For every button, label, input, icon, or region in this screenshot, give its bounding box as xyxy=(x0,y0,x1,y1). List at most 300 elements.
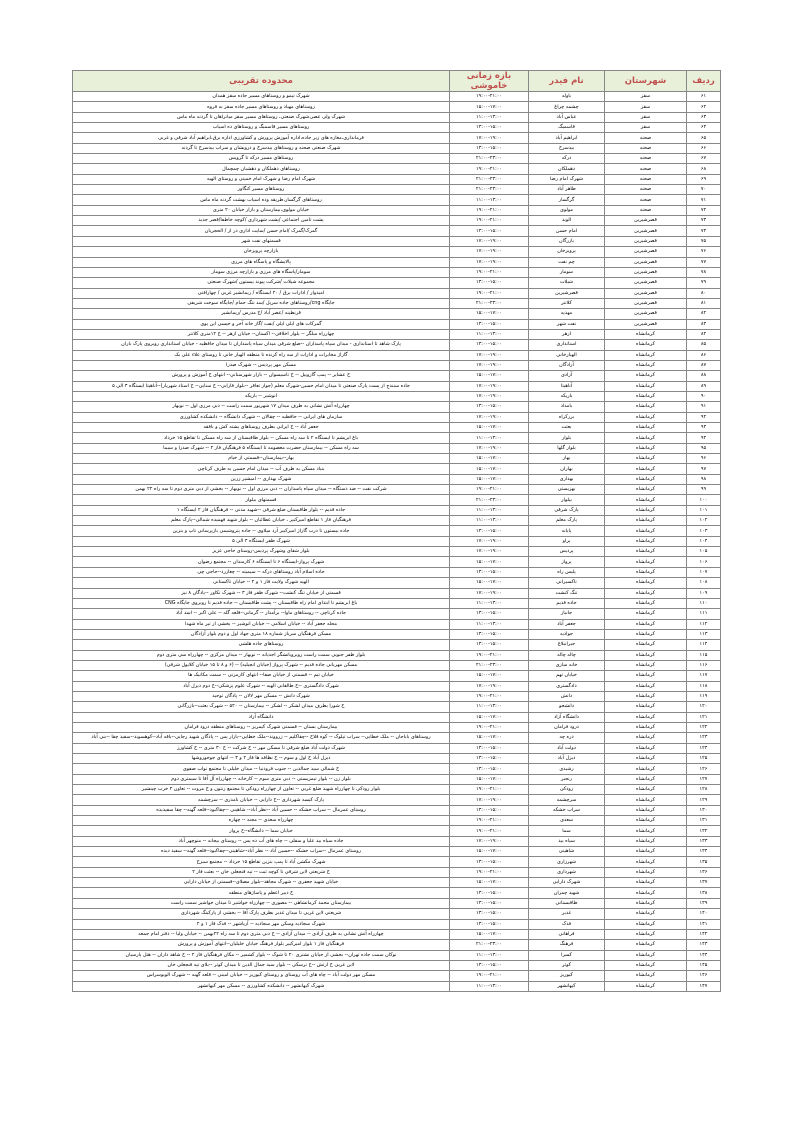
cell-time: ۲۱:۰۰-۲۳:۰۰ xyxy=(450,660,529,670)
cell-city: کرمانشاه xyxy=(605,619,687,629)
table-row xyxy=(73,257,721,267)
cell-area: شهرک کیهانشهر -- دانشکده کشاورزی -- مسکن مهر کیهانشهر xyxy=(73,981,450,991)
cell-feeder: پرویزخان xyxy=(529,247,605,257)
table-row xyxy=(73,878,721,888)
cell-index: ۷۷ xyxy=(687,257,721,267)
cell-index: ۱۰۷ xyxy=(687,567,721,577)
cell-time: ۱۷:۰۰-۱۹:۰۰ xyxy=(450,391,529,401)
cell-feeder: خیابان تهم xyxy=(529,671,605,681)
table-row xyxy=(73,774,721,784)
cell-feeder: جوادیه xyxy=(529,629,605,639)
cell-index: ۱۳۲ xyxy=(687,826,721,836)
cell-index: ۸۶ xyxy=(687,350,721,360)
cell-feeder: برزکراه xyxy=(529,412,605,422)
cell-index: ۱۱۴ xyxy=(687,640,721,650)
cell-area: قسمتی از خیابان تنگ کنشت-- شهرک ظفر فاز ۳ -- شهرک تکاور --پادگان ۸ نیز xyxy=(73,588,450,598)
cell-feeder: رشیدی xyxy=(529,764,605,774)
cell-index: ۱۰۵ xyxy=(687,547,721,557)
cell-index: ۱۳۶ xyxy=(687,867,721,877)
cell-city: کرمانشاه xyxy=(605,847,687,857)
cell-time: ۱۳:۰۰-۱۵:۰۰ xyxy=(450,402,529,412)
cell-feeder: چاله چاله xyxy=(529,650,605,660)
cell-area: بلوار زن -- بلوار تیمزیستی -- دبی متری سوم -- کارخانه -- چهارراه آل آقا تا سیمتری دوم xyxy=(73,774,450,784)
cell-feeder: بیدسرخ xyxy=(529,143,605,153)
table-row xyxy=(73,743,721,753)
cell-area: خ دبیر اعظم و پاساژهای منطقه xyxy=(73,888,450,898)
cell-city: کرمانشاه xyxy=(605,671,687,681)
cell-feeder: بهار xyxy=(529,454,605,464)
cell-city: صحنه xyxy=(605,133,687,143)
cell-index: ۱۱۸ xyxy=(687,681,721,691)
cell-time: ۱۹:۰۰-۲۱:۰۰ xyxy=(450,785,529,795)
cell-area: شهرک پرواز-ایستگاه ۶ تا ایستگاه ۶ کارمندان -- مجتمع رضوان xyxy=(73,557,450,567)
cell-index: ۷۳ xyxy=(687,216,721,226)
table-body xyxy=(73,92,721,992)
cell-area: شرکت نفت -- ضد دستگاه -- میدان سپاه پاسداران -- دبی مرزی اول -- نوبهار -- بخشی از دبی متری دوم تا سه راه ۲۲ بهمن xyxy=(73,485,450,495)
cell-city: کرمانشاه xyxy=(605,391,687,401)
cell-area: فرهنگیان فاز ۱ بلوار امیرکبیر بلوار فرهنگ خیابان خلیلیان--انتهای آموزش و پرورش xyxy=(73,940,450,950)
cell-index: ۶۷ xyxy=(687,154,721,164)
table-row xyxy=(73,371,721,381)
cell-index: ۶۱ xyxy=(687,92,721,102)
table-row xyxy=(73,164,721,174)
table-row xyxy=(73,309,721,319)
cell-index: ۹۸ xyxy=(687,474,721,484)
cell-time: ۱۷:۰۰-۱۹:۰۰ xyxy=(450,588,529,598)
table-row xyxy=(73,154,721,164)
cell-city: قصرشیرین xyxy=(605,288,687,298)
cell-index: ۱۳۷ xyxy=(687,878,721,888)
cell-time: ۱۱:۰۰-۱۳:۰۰ xyxy=(450,433,529,443)
table-row xyxy=(73,671,721,681)
cell-city: کرمانشاه xyxy=(605,681,687,691)
cell-area: شریعتی لاین غربی تا میدان غدیر بطرف پارک آقا -- بخشی از پارکینگ شهرداری xyxy=(73,909,450,919)
cell-feeder: سراب خشکه xyxy=(529,805,605,815)
cell-city: کرمانشاه xyxy=(605,464,687,474)
cell-city: کرمانشاه xyxy=(605,960,687,970)
cell-feeder: بلوار گلها xyxy=(529,443,605,453)
table-row xyxy=(73,329,721,339)
table-row xyxy=(73,216,721,226)
cell-area: جاده کرناچی -- روستاهای ماوا-- برآمدار -- گرمانی--قلعه گله -- علی اکبر -- اسد آباد xyxy=(73,609,450,619)
cell-area: بیمارستان محمد کرمانشاهی -- مصوری -- چهارراه خواشیر تا میدان خواشیر سمت راست xyxy=(73,898,450,908)
cell-city: کرمانشاه xyxy=(605,371,687,381)
cell-city: کرمانشاه xyxy=(605,971,687,981)
cell-index: ۷۱ xyxy=(687,195,721,205)
table-row xyxy=(73,919,721,929)
table-row xyxy=(73,888,721,898)
cell-area: محله جعفر آباد -- خیابان اسلامی -- خیابان انوشیر -- بخشی از تیر ماه شهدا xyxy=(73,619,450,629)
cell-feeder: کیهانشهر xyxy=(529,981,605,991)
cell-index: ۹۴ xyxy=(687,433,721,443)
cell-area: چهارراه سعدی -- مجنه -- چهاره xyxy=(73,816,450,826)
cell-index: ۱۱۳ xyxy=(687,629,721,639)
cell-feeder: مولوی xyxy=(529,205,605,215)
cell-city: کرمانشاه xyxy=(605,816,687,826)
table-row xyxy=(73,247,721,257)
cell-time: ۱۳:۰۰-۱۵:۰۰ xyxy=(450,226,529,236)
table-row xyxy=(73,298,721,308)
cell-city: کرمانشاه xyxy=(605,433,687,443)
cell-city: کرمانشاه xyxy=(605,526,687,536)
cell-city: قصرشیرین xyxy=(605,257,687,267)
cell-area: شهرک صنعتی صحنه و روستاهای بیدسرخ و درویشان و سراب بیدسرخ تا گردنه xyxy=(73,143,450,153)
cell-time: ۱۵:۰۰-۱۷:۰۰ xyxy=(450,774,529,784)
cell-time: ۱۳:۰۰-۱۵:۰۰ xyxy=(450,143,529,153)
cell-city: کرمانشاه xyxy=(605,609,687,619)
cell-index: ۷۸ xyxy=(687,267,721,277)
cell-city: کرمانشاه xyxy=(605,950,687,960)
table-row xyxy=(73,402,721,412)
cell-area: پالایشگاه و پاسگاه های مرزی xyxy=(73,257,450,267)
cell-area: شهرک بهداری -- امیشیر زرین xyxy=(73,474,450,484)
table-row xyxy=(73,226,721,236)
cell-index: ۱۲۱ xyxy=(687,712,721,722)
cell-city: کرمانشاه xyxy=(605,629,687,639)
cell-feeder: جعفر آباد xyxy=(529,619,605,629)
cell-area: گمرک/گمرک /امام حسن /سایت اداری در از / الحجریان xyxy=(73,226,450,236)
cell-time: ۱۷:۰۰-۱۹:۰۰ xyxy=(450,547,529,557)
cell-area: بهار--بیمارستان--قسمتی از خیام xyxy=(73,454,450,464)
cell-city: کرمانشاه xyxy=(605,826,687,836)
cell-city: کرمانشاه xyxy=(605,743,687,753)
table-row xyxy=(73,195,721,205)
cell-feeder: کسرا xyxy=(529,950,605,960)
cell-area: شهرک دانش -- مسکن مهر لالان -- پادگان توحید xyxy=(73,691,450,701)
cell-time: ۱۱:۰۰-۱۳:۰۰ xyxy=(450,505,529,515)
table-row xyxy=(73,722,721,732)
cell-city: صحنه xyxy=(605,185,687,195)
cell-index: ۱۲۷ xyxy=(687,774,721,784)
cell-feeder: بهاران xyxy=(529,464,605,474)
cell-feeder: پارک معلم xyxy=(529,516,605,526)
cell-time: ۱۳:۰۰-۱۵:۰۰ xyxy=(450,123,529,133)
cell-city: کرمانشاه xyxy=(605,567,687,577)
table-row xyxy=(73,733,721,743)
cell-feeder: آزادگان xyxy=(529,360,605,370)
cell-feeder: قاسمبگ xyxy=(529,123,605,133)
cell-index: ۱۳۰ xyxy=(687,805,721,815)
cell-feeder: فراهانی xyxy=(529,929,605,939)
cell-city: کرمانشاه xyxy=(605,785,687,795)
table-row xyxy=(73,785,721,795)
cell-city: صحنه xyxy=(605,174,687,184)
cell-index: ۱۱۲ xyxy=(687,619,721,629)
cell-area: سومار/پاسگاه های مرزی و بازارچه مرزی سومار xyxy=(73,267,450,277)
cell-time: ۱۷:۰۰-۱۹:۰۰ xyxy=(450,133,529,143)
cell-time: ۱۷:۰۰-۱۹:۰۰ xyxy=(450,247,529,257)
cell-area: چهارراه آتش نشانی به طرف میدان ۱۷ شهریور سمت راست -- دبی مرزی اول -- نوبهار xyxy=(73,402,450,412)
cell-area: جعفر آباد -- خ ایرانی بطرف روستاهای پشته کش و بافقه xyxy=(73,423,450,433)
table-row xyxy=(73,391,721,401)
table-row xyxy=(73,588,721,598)
cell-time: ۱۹:۰۰-۲۱:۰۰ xyxy=(450,92,529,102)
cell-city: کرمانشاه xyxy=(605,909,687,919)
header-feeder: نام فیدر xyxy=(529,71,605,92)
cell-area: شهرک سجادیه وسکن مهر سجادیه -- آریاشهر -- فدک فاز ۱ و ۲ xyxy=(73,919,450,929)
cell-time: ۱۵:۰۰-۱۷:۰۰ xyxy=(450,557,529,567)
cell-city: کرمانشاه xyxy=(605,857,687,867)
cell-city: کرمانشاه xyxy=(605,878,687,888)
cell-feeder: پراو xyxy=(529,536,605,546)
cell-index: ۱۴۵ xyxy=(687,960,721,970)
cell-feeder: فرهنگ xyxy=(529,940,605,950)
table-row xyxy=(73,836,721,846)
cell-index: ۱۰۲ xyxy=(687,516,721,526)
table-row xyxy=(73,92,721,102)
cell-area: فرمانداری،مغازه های زیر جاده،اداره آموزش پرورش و کشاورزی اداره برق،ابراهیم آباد شرقی و غربی xyxy=(73,133,450,143)
cell-feeder: خانه سازی xyxy=(529,660,605,670)
cell-city: قصرشیرین xyxy=(605,226,687,236)
cell-time: ۱۹:۰۰-۲۱:۰۰ xyxy=(450,722,529,732)
cell-city: کرمانشاه xyxy=(605,919,687,929)
cell-index: ۱۴۰ xyxy=(687,909,721,919)
cell-time: ۱۵:۰۰-۱۷:۰۰ xyxy=(450,578,529,588)
cell-index: ۹۰ xyxy=(687,391,721,401)
cell-index: ۱۳۸ xyxy=(687,888,721,898)
cell-feeder: گرگسار xyxy=(529,195,605,205)
table-row xyxy=(73,360,721,370)
cell-time: ۱۳:۰۰-۱۵:۰۰ xyxy=(450,960,529,970)
cell-area: روستاهای مسیر درکه تا گرویس xyxy=(73,154,450,164)
cell-city: سقز xyxy=(605,112,687,122)
table-row xyxy=(73,567,721,577)
table-row xyxy=(73,443,721,453)
cell-index: ۸۰ xyxy=(687,288,721,298)
cell-area: پارک کیسه شهرداری --خ دارایی -- خیابان نامدری -- سرچشمه xyxy=(73,795,450,805)
cell-area: سه راه مسکن -- بیمارستان حضرت معصومه تا ایستگاه ۵ فرهنگیان فاز ۲ -- شهرک صدرا و سیما xyxy=(73,443,450,453)
table-row xyxy=(73,795,721,805)
table-row xyxy=(73,536,721,546)
cell-feeder: دادگستری xyxy=(529,681,605,691)
outage-schedule-sheet xyxy=(72,70,720,992)
cell-feeder: دانشگاه آزاد xyxy=(529,712,605,722)
cell-area: لاین غربی خ ارتش --خ نرسکی -- بلوار سید جمال الدین تا میدان کوثر --بلای تپه قنجعلی خان xyxy=(73,960,450,970)
cell-time: ۱۳:۰۰-۱۵:۰۰ xyxy=(450,743,529,753)
cell-index: ۶۸ xyxy=(687,164,721,174)
cell-feeder: کیوریز xyxy=(529,971,605,981)
cell-index: ۹۱ xyxy=(687,402,721,412)
table-row xyxy=(73,691,721,701)
cell-index: ۶۶ xyxy=(687,143,721,153)
table-row xyxy=(73,650,721,660)
cell-feeder: دولت آباد xyxy=(529,743,605,753)
cell-time: ۱۷:۰۰-۱۹:۰۰ xyxy=(450,443,529,453)
cell-city: سقز xyxy=(605,92,687,102)
cell-city: صحنه xyxy=(605,195,687,205)
cell-time: ۱۵:۰۰-۱۷:۰۰ xyxy=(450,929,529,939)
cell-index: ۷۵ xyxy=(687,236,721,246)
cell-city: کرمانشاه xyxy=(605,495,687,505)
cell-area: بلوار شفای وشهرک پردیس-روستای حاجی عزیز xyxy=(73,547,450,557)
table-row xyxy=(73,547,721,557)
table-row xyxy=(73,629,721,639)
cell-city: قصرشیرین xyxy=(605,309,687,319)
cell-time: ۱۵:۰۰-۱۷:۰۰ xyxy=(450,671,529,681)
cell-feeder: جانباز xyxy=(529,609,605,619)
cell-area: شهرک ولی عصر،شهرک صنعتی، روستاهای مسیر سقز میانراهان تا گردنه ماه ماس xyxy=(73,112,450,122)
cell-feeder: پرواز xyxy=(529,557,605,567)
cell-feeder: چم نفت xyxy=(529,257,605,267)
cell-index: ۱۲۹ xyxy=(687,795,721,805)
cell-city: کرمانشاه xyxy=(605,867,687,877)
cell-time: ۱۵:۰۰-۱۷:۰۰ xyxy=(450,371,529,381)
cell-city: کرمانشاه xyxy=(605,557,687,567)
table-row xyxy=(73,205,721,215)
cell-city: کرمانشاه xyxy=(605,940,687,950)
cell-city: کرمانشاه xyxy=(605,423,687,433)
cell-feeder: مهدیه xyxy=(529,309,605,319)
cell-area: مسکن مهر دولت آباد -- چاه های آب روستای و روستای کیوریز -- خیابان امینی -- قلعه گهنه -- شهرک الوبوسراس xyxy=(73,971,450,981)
cell-index: ۱۱۷ xyxy=(687,671,721,681)
cell-index: ۱۱۵ xyxy=(687,650,721,660)
table-row xyxy=(73,464,721,474)
cell-time: ۱۷:۰۰-۱۹:۰۰ xyxy=(450,836,529,846)
cell-time: ۱۹:۰۰-۲۱:۰۰ xyxy=(450,826,529,836)
cell-index: ۱۴۳ xyxy=(687,940,721,950)
cell-city: کرمانشاه xyxy=(605,691,687,701)
table-row xyxy=(73,485,721,495)
cell-time: ۱۳:۰۰-۱۵:۰۰ xyxy=(450,340,529,350)
cell-feeder: قصرشیرین xyxy=(529,288,605,298)
cell-time: ۱۹:۰۰-۲۱:۰۰ xyxy=(450,205,529,215)
cell-index: ۱۳۵ xyxy=(687,857,721,867)
cell-feeder: بلوار xyxy=(529,433,605,443)
cell-feeder: دهملکان xyxy=(529,164,605,174)
table-row xyxy=(73,857,721,867)
cell-feeder: سعدی xyxy=(529,816,605,826)
cell-area: قسمتهای بیلوار xyxy=(73,495,450,505)
cell-city: کرمانشاه xyxy=(605,733,687,743)
cell-feeder: سومار xyxy=(529,267,605,277)
cell-feeder: غدیر xyxy=(529,909,605,919)
table-row xyxy=(73,681,721,691)
cell-feeder: دانشجو xyxy=(529,702,605,712)
cell-area: جایگاه cng/روستاهای جاده سرپل /سد تنگ حمام /جایگاه سوخت شریفی xyxy=(73,298,450,308)
cell-feeder: دانش xyxy=(529,691,605,701)
cell-index: ۱۰۱ xyxy=(687,505,721,515)
cell-time: ۱۷:۰۰-۱۹:۰۰ xyxy=(450,536,529,546)
cell-city: کرمانشاه xyxy=(605,474,687,484)
table-row xyxy=(73,454,721,464)
cell-feeder: دره چه xyxy=(529,733,605,743)
cell-index: ۱۴۱ xyxy=(687,919,721,929)
cell-time: ۱۵:۰۰-۱۷:۰۰ xyxy=(450,309,529,319)
table-row xyxy=(73,133,721,143)
cell-area: بلوار ظفر جنوبی سمت راست روبروبانشگر اجدیانه -- نوبهار -- میدان مرکزی -- چهارراه سی متری دوم xyxy=(73,650,450,660)
cell-time: ۱۳:۰۰-۱۵:۰۰ xyxy=(450,629,529,639)
header-area: محدوده تقریبی xyxy=(73,71,450,92)
cell-area: بازارچه پرویزخان xyxy=(73,247,450,257)
cell-time: ۱۵:۰۰-۱۷:۰۰ xyxy=(450,464,529,474)
cell-feeder: شهرک دارایی xyxy=(529,878,605,888)
cell-time: ۱۳:۰۰-۱۵:۰۰ xyxy=(450,567,529,577)
cell-time: ۱۱:۰۰-۱۳:۰۰ xyxy=(450,619,529,629)
cell-index: ۱۱۰ xyxy=(687,598,721,608)
cell-time: ۱۳:۰۰-۱۵:۰۰ xyxy=(450,754,529,764)
cell-index: ۱۱۹ xyxy=(687,691,721,701)
cell-index: ۱۲۴ xyxy=(687,743,721,753)
cell-area: خ شریعتی لاین شرقی تا کوچه ثبت -- تپه قنجعلی خان -- بعثت فاز ۲ xyxy=(73,867,450,877)
cell-feeder: آناهیتا xyxy=(529,381,605,391)
cell-time: ۱۷:۰۰-۱۹:۰۰ xyxy=(450,381,529,391)
table-row xyxy=(73,816,721,826)
cell-index: ۱۰۸ xyxy=(687,578,721,588)
cell-time: ۱۳:۰۰-۱۵:۰۰ xyxy=(450,278,529,288)
cell-feeder: بعثت xyxy=(529,423,605,433)
cell-index: ۱۳۱ xyxy=(687,816,721,826)
cell-area: جاده اسلام آباد روستاهای درکه -- سیمیته -- چغازرد--حاجی چی xyxy=(73,567,450,577)
cell-feeder: بیلوار xyxy=(529,495,605,505)
header-city: شهرستان xyxy=(605,71,687,92)
cell-area: خیابان شهید جعفری -- شهرک مجاهد--بلوار مصلای--قسمتی از خیابان دارایی xyxy=(73,878,450,888)
table-row xyxy=(73,423,721,433)
cell-city: صحنه xyxy=(605,143,687,153)
cell-time: ۱۳:۰۰-۱۵:۰۰ xyxy=(450,857,529,867)
cell-city: کرمانشاه xyxy=(605,505,687,515)
cell-city: کرمانشاه xyxy=(605,981,687,991)
cell-area: مسکن مهربانی جاده قدیم -- شهرک پرواز (خیابان انجیلیه) -- (۶ و ۸ تا ۱۵ خیابان کلایول شرقی) xyxy=(73,660,450,670)
cell-area: شهرک تیمو و روستاهای مسیر جاده سقز همدان xyxy=(73,92,450,102)
cell-index: ۱۲۶ xyxy=(687,764,721,774)
cell-time: ۱۱:۰۰-۱۳:۰۰ xyxy=(450,950,529,960)
cell-feeder: ازهر xyxy=(529,329,605,339)
cell-area: گاراژ مخابرات و ادارات از سه راه کرنده تا منطقه الهیار خانی تا روستای علاء علی بک xyxy=(73,350,450,360)
cell-time: ۱۱:۰۰-۱۳:۰۰ xyxy=(450,195,529,205)
table-row xyxy=(73,898,721,908)
cell-city: کرمانشاه xyxy=(605,329,687,339)
table-row xyxy=(73,867,721,877)
cell-area: خیابان سما -- دانشگاه--خ پرواز xyxy=(73,826,450,836)
cell-index: ۱۰۹ xyxy=(687,588,721,598)
table-row xyxy=(73,516,721,526)
cell-time: ۱۵:۰۰-۱۷:۰۰ xyxy=(450,474,529,484)
cell-feeder: نفت شهر xyxy=(529,319,605,329)
cell-time: ۱۹:۰۰-۲۱:۰۰ xyxy=(450,288,529,298)
cell-city: کرمانشاه xyxy=(605,547,687,557)
cell-time: ۱۱:۰۰-۱۳:۰۰ xyxy=(450,598,529,608)
table-row xyxy=(73,526,721,536)
table-row xyxy=(73,123,721,133)
cell-area: سازمان های ایرانی -- حافظیه -- چقالان -- شهرک دانشگاه -- دانشکده کشاورزی xyxy=(73,412,450,422)
cell-feeder: کوثر xyxy=(529,960,605,970)
cell-city: قصرشیرین xyxy=(605,319,687,329)
cell-time: ۱۷:۰۰-۱۹:۰۰ xyxy=(450,350,529,360)
cell-time: ۲۱:۰۰-۲۳:۰۰ xyxy=(450,940,529,950)
cell-area: روستاهای مسیر کنگاور xyxy=(73,185,450,195)
cell-index: ۱۱۱ xyxy=(687,609,721,619)
cell-time: ۱۳:۰۰-۱۵:۰۰ xyxy=(450,319,529,329)
cell-area: بیمارستان بستان -- قسمتی شهرک کیمریز -- روستاهای منطقه درود فرامان xyxy=(73,722,450,732)
cell-index: ۶۹ xyxy=(687,174,721,184)
cell-feeder: پردیس xyxy=(529,547,605,557)
cell-index: ۱۰۴ xyxy=(687,536,721,546)
table-row xyxy=(73,350,721,360)
cell-area: روستاهای دهملکان و دهشبان چمچمال xyxy=(73,164,450,174)
cell-city: کرمانشاه xyxy=(605,660,687,670)
cell-time: ۱۳:۰۰-۱۵:۰۰ xyxy=(450,898,529,908)
outage-schedule-table xyxy=(72,70,721,992)
cell-area: مجموعه شیلات /شرکت پیوند بیستون /شهرک صنعتی xyxy=(73,278,450,288)
cell-city: کرمانشاه xyxy=(605,702,687,712)
cell-area: خیابان تیم -- قسمتی از خیابان صفا-- انتهای کارمزنی -- سمت مکانیک ها xyxy=(73,671,450,681)
table-row xyxy=(73,805,721,815)
cell-time: ۱۱:۰۰-۱۳:۰۰ xyxy=(450,329,529,339)
cell-area: مسکن فرهنگیان سرباز شماره ۱۸ متری جهاد اول و دوم بلوار آزادگان xyxy=(73,629,450,639)
table-row xyxy=(73,412,721,422)
table-header-row xyxy=(73,71,721,92)
table-row xyxy=(73,764,721,774)
